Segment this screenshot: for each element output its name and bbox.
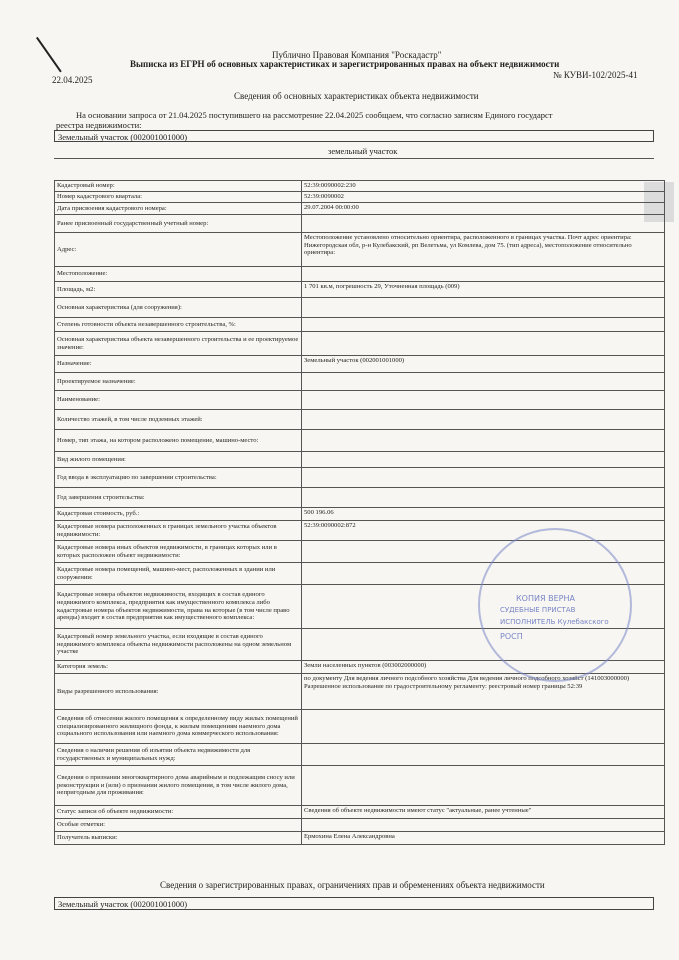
table-row [55,488,665,508]
document-title: Выписка из ЕГРН об основных характеристиках и зарегистрированных правах на объект недвижимости [130,59,560,69]
row-value: 52:39:0090002:230 [302,181,665,192]
row-label: Особые отметки: [55,819,302,832]
row-label: Категория земель: [55,661,302,674]
row-value: Ермохина Елена Александровна [302,832,665,845]
table-row [55,318,665,332]
row-value [302,819,665,832]
characteristics-table [54,180,665,845]
row-value: 1 701 кв.м, погрешность 29, Уточненная площадь (009) [302,282,665,298]
row-label: Назначение: [55,356,302,373]
table-row [55,181,665,192]
row-label: Кадастровые номера объектов недвижимости, входящих в состав единого недвижимого комплекса, предприятия как имущественного комплекса либо кадастровые номера объектов недвижимости, права на которые (в том числе право аренды) входят в состав предприятия как имущественного комплекса: [55,585,302,629]
table-row [55,710,665,744]
table-row [55,373,665,391]
table-row [55,233,665,267]
table-row [55,744,665,766]
stamp-text-1: КОПИЯ ВЕРНА [516,594,575,603]
object-category: земельный участок [328,146,398,156]
table-row [55,203,665,215]
row-label: Основная характеристика (для сооружения): [55,298,302,318]
pen-mark [36,37,62,73]
organization-name: Публично Правовая Компания "Роскадастр" [272,50,442,60]
table-row [55,452,665,468]
row-value: Земли населенных пунктов (003002000000) [302,661,665,674]
row-label: Год завершения строительства: [55,488,302,508]
row-value [302,488,665,508]
stamp-circle [478,528,632,682]
table-row [55,430,665,452]
section-title-characteristics: Сведения об основных характеристиках объекта недвижимости [234,91,479,101]
row-label: Статус записи об объекте недвижимости: [55,806,302,819]
table-row [55,508,665,521]
row-label: Номер, тип этажа, на котором расположено помещение, машино-место: [55,430,302,452]
row-value [302,298,665,318]
row-value [302,744,665,766]
table-row [55,468,665,488]
row-value [302,710,665,744]
table-row [55,410,665,430]
row-label: Сведения о наличии решения об изъятии объекта недвижимости для государственных и муниципальных нужд: [55,744,302,766]
row-label: Виды разрешенного использования: [55,674,302,710]
row-label: Кадастровая стоимость, руб.: [55,508,302,521]
table-row [55,215,665,233]
row-value: 52:39:0090002 [302,192,665,203]
row-value [302,410,665,430]
intro-line-1: На основании запроса от 21.04.2025 поступившего на рассмотрение 22.04.2025 сообщаем, что согласно записям Единого государст [76,110,553,120]
row-label: Кадастровые номера иных объектов недвижимости, в границах которых или в которых расположен объект недвижимости: [55,541,302,563]
stamp-text-4: РОСП [500,632,523,641]
document-number: № КУВИ-102/2025-41 [553,70,638,80]
row-label: Местоположение: [55,267,302,282]
row-value: 29.07.2004 00:00:00 [302,203,665,215]
table-row [55,766,665,806]
row-value [302,452,665,468]
row-label: Кадастровый номер: [55,181,302,192]
row-label: Степень готовности объекта незавершенного строительства, %: [55,318,302,332]
row-label: Сведения о признании многоквартирного дома аварийным и подлежащим сносу или реконструкции и (или) о признании жилого помещения, в том числе жилого дома, непригодным для проживания: [55,766,302,806]
row-value [302,391,665,410]
row-label: Ранее присвоенный государственный учетный номер: [55,215,302,233]
row-label: Вид жилого помещения: [55,452,302,468]
row-label: Количество этажей, в том числе подземных этажей: [55,410,302,430]
row-label: Кадастровый номер земельного участка, если входящие в состав единого недвижимого комплекса объекты недвижимости расположены на одном земельном участке [55,629,302,661]
row-label: Номер кадастрового квартала: [55,192,302,203]
row-value: 500 196.06 [302,508,665,521]
row-value [302,267,665,282]
row-label: Получатель выписки: [55,832,302,845]
divider [54,158,654,159]
row-value: по документу Для ведения личного подсобного хозяйства Для ведения личного подсобного хозяйст (141003000000) Разрешенное использование по градостроительному регламенту: реестровый номер границы 52:39 [302,674,665,710]
row-label: Сведения об отнесении жилого помещения к определенному виду жилых помещений специализированного жилищного фонда, к жилым помещениям наемного дома социального использования или наемного дома коммерческого использования: [55,710,302,744]
row-value: Земельный участок (002001001000) [302,356,665,373]
row-value [302,373,665,391]
stamp-text-3: ИСПОЛНИТЕЛЬ Кулебакского [500,618,609,626]
row-value: Местоположение установлено относительно ориентира, расположенного в границах участка. Почт адрес ориентира: Нижегородская обл, р-н Кулебакский, рп Велетьма, ул Комлева, дом 75. (тип адреса), местоположение относительно ориентира: [302,233,665,267]
row-value [302,332,665,356]
row-label: Наименование: [55,391,302,410]
row-label: Основная характеристика объекта незавершенного строительства и ее проектируемое значение: [55,332,302,356]
section-title-rights: Сведения о зарегистрированных правах, ограничениях прав и обременениях объекта недвижимости [160,880,545,890]
table-row [55,298,665,318]
object-kind-box: Земельный участок (002001001000) [54,130,654,142]
row-label: Год ввода в эксплуатацию по завершении строительства: [55,468,302,488]
stamp-text-2: СУДЕБНЫЕ ПРИСТАВ [500,606,576,614]
document-date: 22.04.2025 [52,75,93,85]
row-value [302,430,665,452]
row-label: Площадь, м2: [55,282,302,298]
row-label: Кадастровые номера помещений, машино-мест, расположенных в здании или сооружении: [55,563,302,585]
table-row [55,391,665,410]
table-row [55,332,665,356]
row-label: Кадастровые номера расположенных в границах земельного участка объектов недвижимости: [55,521,302,541]
table-row [55,192,665,203]
row-value [302,215,665,233]
table-row [55,356,665,373]
table-row [55,832,665,845]
intro-line-2: реестра недвижимости: [56,120,142,130]
row-label: Проектируемое назначение: [55,373,302,391]
table-row [55,267,665,282]
row-label: Дата присвоения кадастрового номера: [55,203,302,215]
table-row [55,819,665,832]
row-value [302,318,665,332]
table-row [55,282,665,298]
row-value: Сведения об объекте недвижимости имеют статус "актуальные, ранее учтенные" [302,806,665,819]
row-value [302,468,665,488]
table-row [55,806,665,819]
object-kind-box-2: Земельный участок (002001001000) [54,897,654,910]
row-value: 52:39:0090002:872 [302,521,665,541]
row-value [302,766,665,806]
row-label: Адрес: [55,233,302,267]
